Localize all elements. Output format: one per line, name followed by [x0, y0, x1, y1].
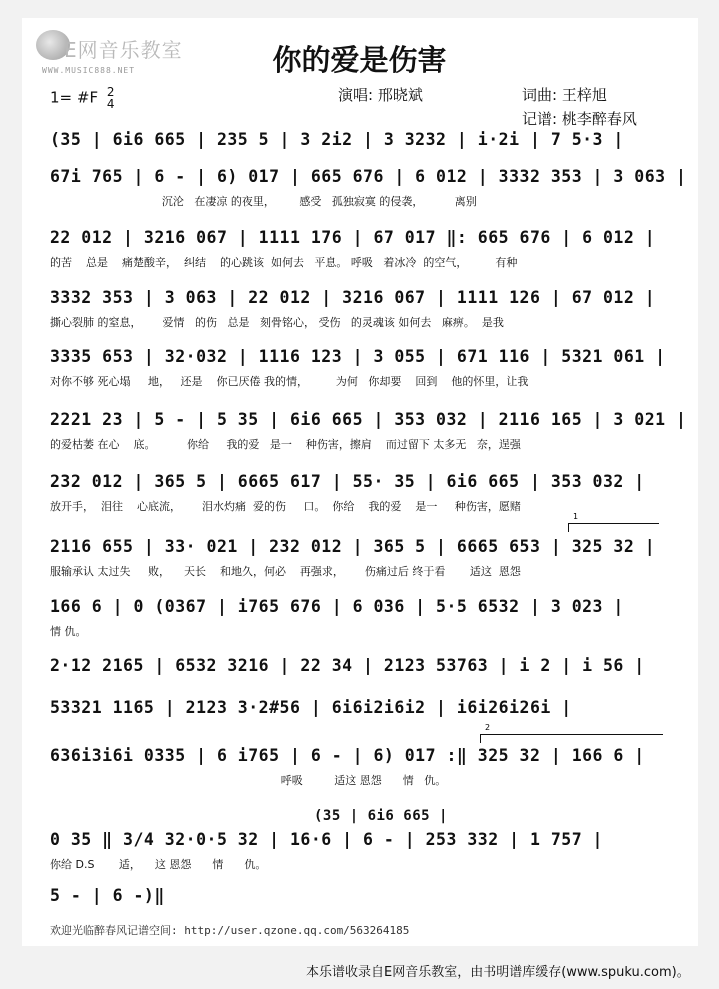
- score-row-8: [50, 512, 662, 587]
- intro-overlay-notes: (35 | 6i6 665 |: [314, 808, 448, 824]
- logo-brand: E网音乐教室: [64, 38, 183, 62]
- score-row-2: [50, 167, 687, 217]
- second-ending-bracket: 2: [480, 734, 663, 743]
- singer-credit: 演唱: 邢晓斌: [338, 86, 423, 104]
- composer-credit: 词曲: 王梓旭: [522, 86, 607, 104]
- notation-line: 2116 655 | 33· 021 | 232 012 | 365 5 | 6665 653 | 325 32 |: [50, 537, 656, 556]
- notation-line: 166 6 | 0 (0367 | i765 676 | 6 036 | 5·5 6532 | 3 023 |: [50, 597, 624, 616]
- score-row-5: [50, 347, 666, 397]
- lyric-line: 对你不够 死心塌 地， 还是 你已厌倦 我的情， 为何 你却要 回到 他的怀里，让我: [50, 375, 529, 388]
- notation-line: 2221 23 | 5 - | 5 35 | 6i6 665 | 353 032 | 2116 165 | 3 021 |: [50, 410, 687, 429]
- time-top: 2: [106, 85, 115, 99]
- notation-line: (35 | 6i6 665 | 235 5 | 3 2i2 | 3 3232 | i·2i | 7 5·3 |: [50, 130, 624, 149]
- notation-line: 53321 1165 | 2123 3·2#56 | 6i6i2i6i2 | i6i26i26i |: [50, 698, 572, 717]
- notation-line: 5 - | 6 -)‖: [50, 886, 165, 905]
- score-row-13: [50, 830, 662, 880]
- time-bottom: 4: [106, 97, 115, 111]
- notation-line: 3332 353 | 3 063 | 22 012 | 3216 067 | 1111 126 | 67 012 |: [50, 288, 656, 307]
- lyric-line: 沉沦 在凄凉 的夜里， 感受 孤独寂寞 的侵袭， 离别: [50, 195, 477, 208]
- time-signature: [107, 86, 115, 110]
- notation-line: 232 012 | 365 5 | 6665 617 | 55· 35 | 6i6 665 | 353 032 |: [50, 472, 645, 491]
- score-row-9: [50, 597, 662, 647]
- notation-line: 636i3i6i 0335 | 6 i765 | 6 - | 6) 017 :‖ 325 32 | 166 6 |: [50, 746, 645, 765]
- notation-line: 2·12 2165 | 6532 3216 | 22 34 | 2123 53763 | i 2 | i 56 |: [50, 656, 645, 675]
- score-row-7: [50, 472, 662, 522]
- lyric-line: 放开手， 泪往 心底流， 泪水灼痛 爱的伤 口。 你给 我的爱 是一 种伤害，愿赌: [50, 500, 521, 513]
- lyric-line: 情 仇。: [50, 625, 87, 638]
- lyric-line: 服输承认 太过失 败， 天长 和地久，何必 再强求， 伤痛过后 终于看 适这 恩怨: [50, 565, 521, 578]
- notation-line: 3335 653 | 32·032 | 1116 123 | 3 055 | 671 116 | 5321 061 |: [50, 347, 666, 366]
- score-row-6: [50, 410, 687, 460]
- score-row-12: [50, 723, 662, 796]
- first-ending-bracket: 1: [568, 523, 659, 532]
- notation-line: 67i 765 | 6 - | 6) 017 | 665 676 | 6 012 | 3332 353 | 3 063 |: [50, 167, 687, 186]
- logo-url: WWW.MUSIC888.NET: [42, 66, 136, 75]
- lyric-line: 你给 D.S 适， 这 恩怨 情 仇。: [50, 858, 267, 871]
- transcriber-credit: 记谱: 桃李醉春风: [522, 110, 637, 128]
- lyric-line: 撕心裂肺 的窒息， 爱情 的伤 总是 刻骨铭心， 受伤 的灵魂该 如何去 麻痹。 是我: [50, 316, 504, 329]
- notation-line: 0 35 ‖ 3/4 32·0·5 32 | 16·6 | 6 - | 253 332 | 1 757 |: [50, 830, 603, 849]
- source-attribution: 本乐谱收录自E网音乐教室，由书明谱库缓存(www.spuku.com)。: [306, 965, 690, 980]
- lyric-line: 呼吸 适这 恩怨 情 仇。: [50, 774, 447, 787]
- score-row-4: [50, 288, 662, 338]
- lyric-line: 的苦 总是 痛楚酸辛， 纠结 的心跳该 如何去 平息。 呼吸 着冰冷 的空气， 有种: [50, 256, 518, 269]
- transcriber-footer: 欢迎光临醉春风记谱空间: http://user.qzone.qq.com/563264185: [50, 924, 410, 937]
- key-signature: [50, 86, 115, 110]
- key-text: 1= #F: [50, 88, 99, 107]
- song-title: 你的爱是伤害: [272, 43, 447, 77]
- score-row-3: [50, 228, 662, 278]
- notation-line: 22 012 | 3216 067 | 1111 176 | 67 017 ‖: 665 676 | 6 012 |: [50, 228, 656, 247]
- lyric-line: 的爱枯萎 在心 底。 你给 我的爱 是一 种伤害，擦肩 而过留下 太多无 奈，逞强: [50, 438, 521, 451]
